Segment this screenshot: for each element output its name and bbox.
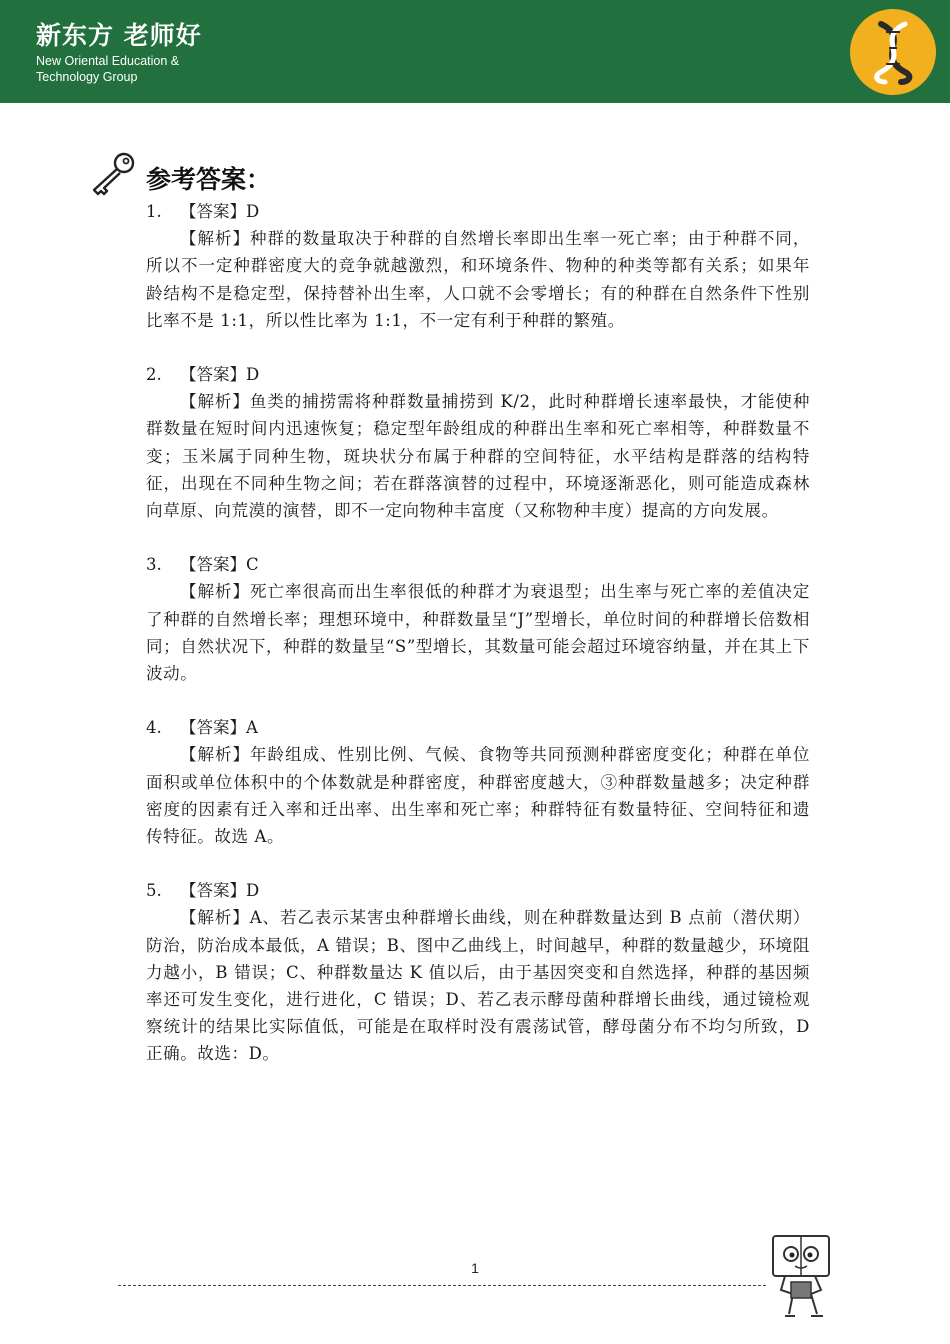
analysis-text: 【解析】死亡率很高而出生率很低的种群才为衰退型；出生率与死亡率的差值决定了种群的自然增长率；理想环境中，种群数量呈“J”型增长，单位时间的种群增长倍数相同；自然状况下，种群的数量呈“S”型增长，其数量可能会超过环境容纳量，并在其上下波动。	[146, 582, 810, 684]
reading-mascot-icon	[765, 1230, 837, 1320]
answer-item-5	[146, 877, 810, 1067]
page-number: 1	[471, 1260, 479, 1276]
item-number: 2.	[146, 365, 162, 385]
brand-subtitle-line2: Technology Group	[36, 70, 138, 84]
key-icon	[88, 150, 138, 200]
analysis-text: 【解析】年龄组成、性别比例、气候、食物等共同预测种群密度变化；种群在单位面积或单位体积中的个体数就是种群密度，种群密度越大，③种群数量越多；决定种群密度的因素有迁入率和迁出率、出生率和死亡率；种群特征有数量特征、空间特征和遗传特征。故选 A。	[146, 745, 810, 847]
item-number: 4.	[146, 718, 162, 738]
answer-line	[146, 551, 810, 578]
item-number: 3.	[146, 555, 162, 575]
item-number: 5.	[146, 881, 162, 901]
answer-line	[146, 877, 810, 904]
analysis-text: 【解析】种群的数量取决于种群的自然增长率即出生率一死亡率；由于种群不同，所以不一定种群密度大的竞争就越激烈，和环境条件、物种的种类等都有关系；如果年龄结构不是稳定型，保持替补出生率，人口就不会零增长；有的种群在自然条件下性别比率不是 1:1，所以性比率为 1:1，不一定有利于种群的繁殖。	[146, 229, 810, 330]
analysis-text: 【解析】A、若乙表示某害虫种群增长曲线，则在种群数量达到 B 点前（潜伏期）防治，防治成本最低，A 错误；B、图中乙曲线上，时间越早，种群的数量越少，环境阻力越小，B 错误；C、种群数量达 K 值以后，由于基因突变和自然选择，种群的基因频率还可发生变化，进行进化，C 错误；D、若乙表示酵母菌种群增长曲线，通过镜检观察统计的结果比实际值低，可能是在取样时没有震荡试管，酵母菌分布不均匀所致，D 正确。故选：D。	[146, 908, 810, 1064]
analysis-text: 【解析】鱼类的捕捞需将种群数量捕捞到 K/2，此时种群增长速率最快，才能使种群数量在短时间内迅速恢复；稳定型年龄组成的种群出生率和死亡率相等，种群数量不变；玉米属于同种生物，斑块状分布属于种群的空间特征，水平结构是群落的结构特征，出现在不同种生物之间；若在群落演替的过程中，环境逐渐恶化，则可能造成森林向草原、向荒漠的演替，即不一定向物种丰富度（又称物种丰度）提高的方向发展。	[146, 392, 810, 521]
answer-text: 【答案】D	[180, 881, 260, 901]
brand-subtitle-line1: New Oriental Education &	[36, 54, 180, 68]
answer-item-4	[146, 714, 810, 850]
answer-line	[146, 198, 810, 225]
answer-text: 【答案】D	[180, 365, 260, 385]
footer-divider	[118, 1285, 766, 1286]
answer-item-2	[146, 361, 810, 524]
answer-list	[146, 198, 810, 1095]
answer-line	[146, 361, 810, 388]
brand-title: 新东方 老师好	[36, 21, 202, 50]
answer-text: 【答案】D	[180, 202, 260, 221]
answer-line	[146, 714, 810, 741]
section-title: 参考答案：	[146, 165, 272, 194]
brand-subtitle	[36, 53, 179, 85]
answer-item-1	[146, 198, 810, 334]
answer-text: 【答案】A	[180, 718, 258, 738]
item-number: 1.	[146, 202, 162, 221]
page-header	[0, 0, 950, 103]
answer-item-3	[146, 551, 810, 687]
dna-helix-icon	[849, 8, 937, 96]
answer-text: 【答案】C	[180, 555, 259, 575]
